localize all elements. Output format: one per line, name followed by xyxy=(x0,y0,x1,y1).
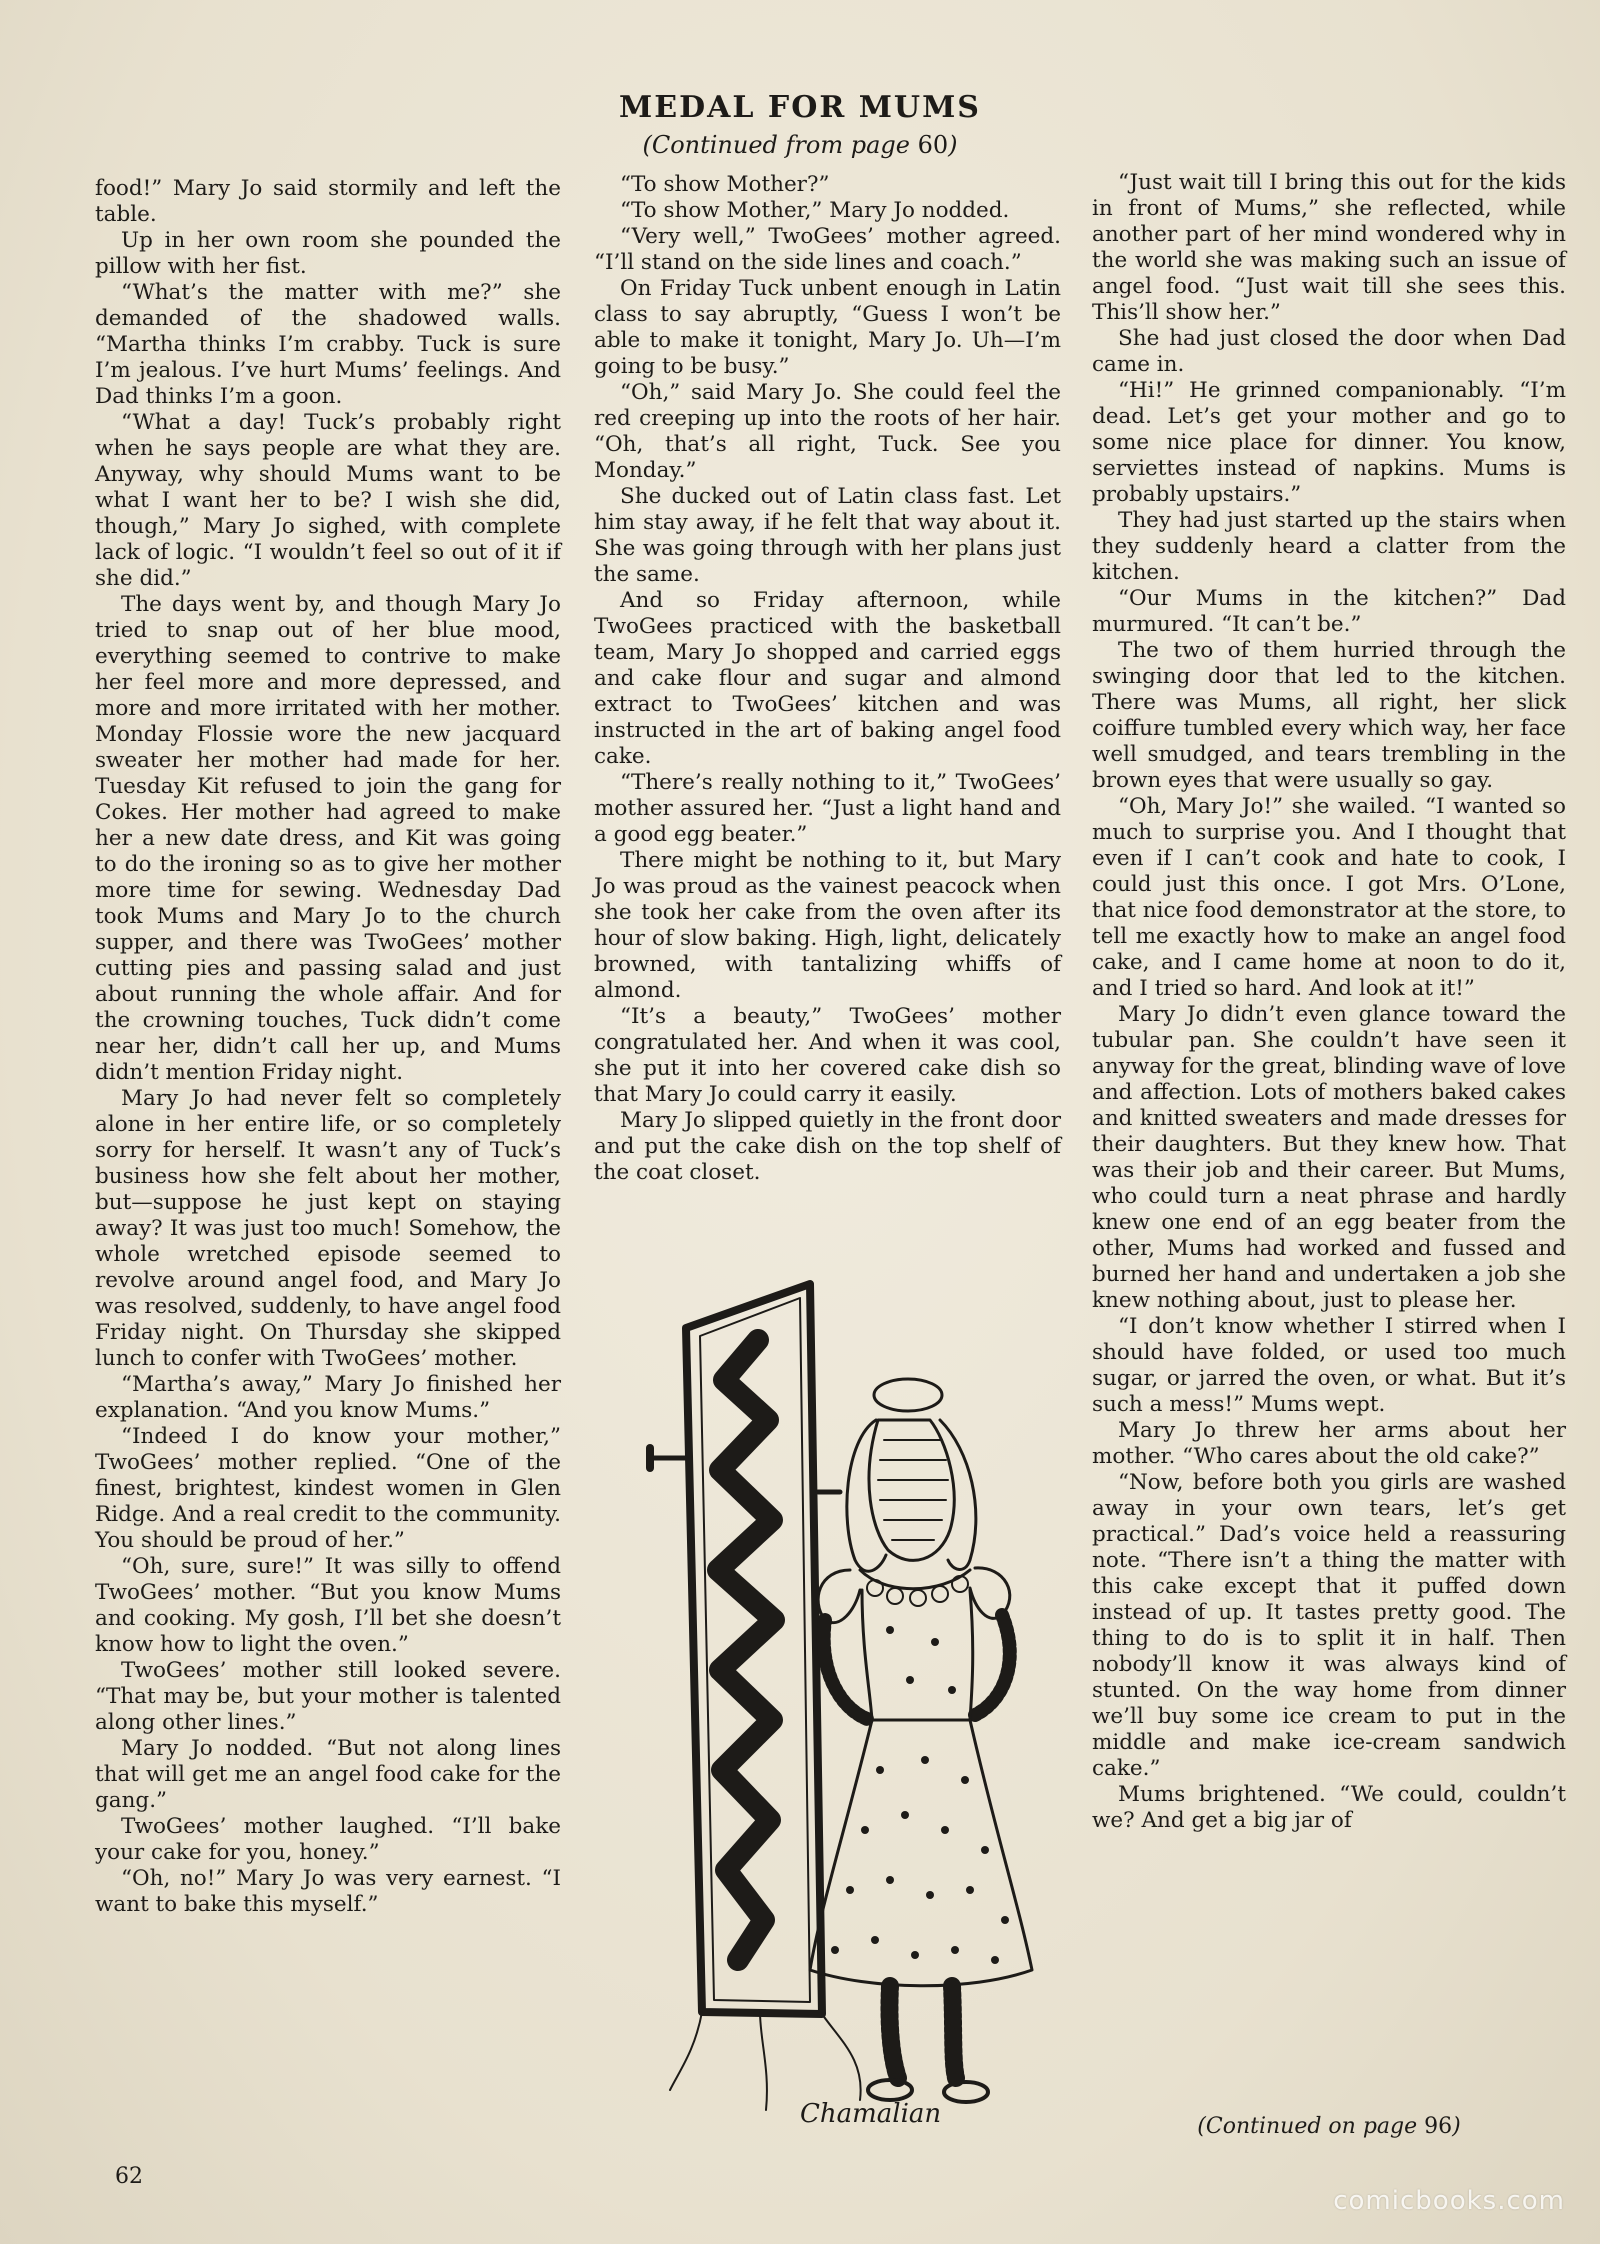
paragraph: They had just started up the stairs when they suddenly heard a clatter from the kitchen. xyxy=(1092,508,1566,585)
paragraph: “It’s a beauty,” TwoGees’ mother congratulated her. And when it was cool, she put it into her covered cake dish so that Mary Jo could carry it easily. xyxy=(594,1004,1061,1107)
paragraph: Mums brightened. “We could, couldn’t we? And get a big jar of xyxy=(1092,1782,1566,1833)
paragraph: “To show Mother,” Mary Jo nodded. xyxy=(620,198,1010,223)
text-column-2 xyxy=(594,172,1061,1186)
paragraph: “Martha’s away,” Mary Jo finished her explanation. “And you know Mums.” xyxy=(95,1372,561,1423)
paragraph: “Oh, Mary Jo!” she wailed. “I wanted so much to surprise you. And I thought that even if I can’t cook and hate to cook, I could just this once. I got Mrs. O’Lone, that nice food demonstrator at the store, to tell me exactly how to make an angel food cake, and I came home at noon to do it, and I tried so hard. And look at it!” xyxy=(1092,794,1566,1001)
paragraph: The two of them hurried through the swinging door that led to the kitchen. There was Mums, all right, her slick coiffure tumbled every which way, her face well smudged, and tears trembling in the brown eyes that were usually so gay. xyxy=(1092,638,1566,793)
watermark: comicbooks.com xyxy=(1333,2186,1565,2216)
paragraph: She ducked out of Latin class fast. Let him stay away, if he felt that way about it. She was going through with her plans just the same. xyxy=(594,484,1061,587)
paragraph: “Hi!” He grinned companionably. “I’m dead. Let’s get your mother and go to some nice place for dinner. You know, serviettes instead of napkins. Mums is probably upstairs.” xyxy=(1092,378,1566,507)
paragraph: “Very well,” TwoGees’ mother agreed. “I’ll stand on the side lines and coach.” xyxy=(594,224,1061,275)
paragraph: “Indeed I do know your mother,” TwoGees’ mother replied. “One of the finest, brightest, kindest women in Glen Ridge. And a real credit to the community. You should be proud of her.” xyxy=(95,1424,561,1553)
reflection-zigzag xyxy=(718,1340,774,1960)
paragraph: She had just closed the door when Dad came in. xyxy=(1092,326,1566,377)
continued-on-prefix: (Continued on page xyxy=(1197,2114,1425,2139)
story-title: MEDAL FOR MUMS xyxy=(619,90,981,125)
paragraph: Mary Jo didn’t even glance toward the tubular pan. She couldn’t have seen it anyway for the great, blinding wave of love and affection. Lots of mothers baked cakes and knitted sweaters and made dresses for their daughters. But they knew how. That was their job and their career. But Mums, who could turn a neat phrase and hardly knew one end of an egg beater from the other, Mums had worked and fussed and burned her hand and undertaken a job she knew nothing about, just to please her. xyxy=(1092,1002,1566,1313)
continued-from-page: 60 xyxy=(917,131,949,159)
text-column-1 xyxy=(95,176,561,1918)
paragraph: TwoGees’ mother laughed. “I’ll bake your cake for you, honey.” xyxy=(95,1814,561,1865)
paragraph: “Oh, sure, sure!” It was silly to offend TwoGees’ mother. “But you know Mums and cooking. My gosh, I’ll bet she doesn’t know how to light the oven.” xyxy=(95,1554,561,1657)
paragraph: “What’s the matter with me?” she demanded of the shadowed walls. “Martha thinks I’m crabby. Tuck is sure I’m jealous. I’ve hurt Mums’ feelings. And Dad thinks I’m a goon. xyxy=(95,280,561,409)
continued-on-page: 96 xyxy=(1424,2114,1453,2139)
paragraph: Up in her own room she pounded the pillow with her fist. xyxy=(95,228,561,279)
paragraph: food!” Mary Jo said stormily and left the table. xyxy=(95,176,561,227)
paragraph: And so Friday afternoon, while TwoGees practiced with the basketball team, Mary Jo shopped and carried eggs and cake flour and sugar and almond extract to TwoGees’ kitchen and was instructed in the art of baking angel food cake. xyxy=(594,588,1061,769)
paragraph: “Oh,” said Mary Jo. She could feel the red creeping up into the roots of her hair. “Oh, that’s all right, Tuck. See you Monday.” xyxy=(594,380,1061,483)
paragraph: There might be nothing to it, but Mary Jo was proud as the vainest peacock when she took her cake from the oven after its hour of slow baking. High, light, delicately browned, with tantalizing whiffs of almond. xyxy=(594,848,1061,1003)
hat xyxy=(874,1379,942,1411)
paragraph: Mary Jo threw her arms about her mother. “Who cares about the old cake?” xyxy=(1092,1418,1566,1469)
paragraph: Mary Jo nodded. “But not along lines that will get me an angel food cake for the gang.” xyxy=(95,1736,561,1813)
paragraph: “I don’t know whether I stirred when I should have folded, or used too much sugar, or jarred the oven, or what. But it’s such a mess!” Mums wept. xyxy=(1092,1314,1566,1417)
skirt xyxy=(810,1720,1032,1986)
continued-from-note xyxy=(0,131,1600,159)
paragraph: “To show Mother?” xyxy=(620,172,830,197)
artist-signature: Chamalian xyxy=(800,2099,942,2129)
paragraph: “What a day! Tuck’s probably right when he says people are what they are. Anyway, why should Mums want to be what I want her to be? I wish she did, though,” Mary Jo sighed, with complete lack of logic. “I wouldn’t feel so out of it if she did.” xyxy=(95,410,561,591)
paragraph: “Oh, no!” Mary Jo was very earnest. “I want to bake this myself.” xyxy=(95,1866,561,1917)
text-column-3 xyxy=(1092,170,1566,1834)
paragraph: “Just wait till I bring this out for the kids in front of Mums,” she reflected, while another part of her mind wondered why in the world she was making such an issue of angel food. “Just wait till she sees this. This’ll show her.” xyxy=(1092,170,1566,325)
bodice xyxy=(862,1590,973,1720)
continued-from-prefix: (Continued from page xyxy=(642,131,918,159)
paragraph: “Now, before both you girls are washed away in your own tears, let’s get practical.” Dad’s voice held a reassuring note. “There isn’t a thing the matter with this cake except that it puffed down instead of up. It tastes pretty good. The thing to do is to split it in half. Then nobody’ll know it was always kind of stunted. On the way home from dinner we’ll buy some ice cream to put in the middle and make ice-cream sandwich cake.” xyxy=(1092,1470,1566,1781)
paragraph: Mary Jo had never felt so completely alone in her entire life, or so completely sorry for herself. It wasn’t any of Tuck’s business how she felt about her mother, but—suppose he just kept on staying away? It was just too much! Somehow, the whole wretched episode seemed to revolve around angel food, and Mary Jo was resolved, suddenly, to have angel food Friday night. On Thursday she skipped lunch to confer with TwoGees’ mother. xyxy=(95,1086,561,1371)
paragraph: On Friday Tuck unbent enough in Latin class to say abruptly, “Guess I won’t be able to make it tonight, Mary Jo. Uh—I’m going to be busy.” xyxy=(594,276,1061,379)
continued-from-suffix: ) xyxy=(948,131,958,159)
paragraph: TwoGees’ mother still looked severe. “That may be, but your mother is talented along other lines.” xyxy=(95,1658,561,1735)
page-number: 62 xyxy=(115,2164,143,2189)
story-header xyxy=(0,90,1600,159)
continued-on-suffix: ) xyxy=(1452,2114,1461,2139)
paragraph: Mary Jo slipped quietly in the front door and put the cake dish on the top shelf of the coat closet. xyxy=(594,1108,1061,1185)
mirror-girl-illustration xyxy=(640,1270,1060,2130)
continued-on-note xyxy=(1092,2114,1566,2139)
paragraph: The days went by, and though Mary Jo tried to snap out of her blue mood, everything seemed to contrive to make her feel more and more depressed, and more and more irritated with her mother. Monday Flossie wore the new jacquard sweater her mother had made for her. Tuesday Kit refused to join the gang for Cokes. Her mother had agreed to make her a new date dress, and Kit was going to do the ironing so as to give her mother more time for sewing. Wednesday Dad took Mums and Mary Jo to the church supper, and there was TwoGees’ mother cutting pies and passing salad and just about running the whole affair. And for the crowning touches, Tuck didn’t come near her, didn’t call her up, and Mums didn’t mention Friday night. xyxy=(95,592,561,1085)
paragraph: “Our Mums in the kitchen?” Dad murmured. “It can’t be.” xyxy=(1092,586,1566,637)
paragraph: “There’s really nothing to it,” TwoGees’ mother assured her. “Just a light hand and a good egg beater.” xyxy=(594,770,1061,847)
